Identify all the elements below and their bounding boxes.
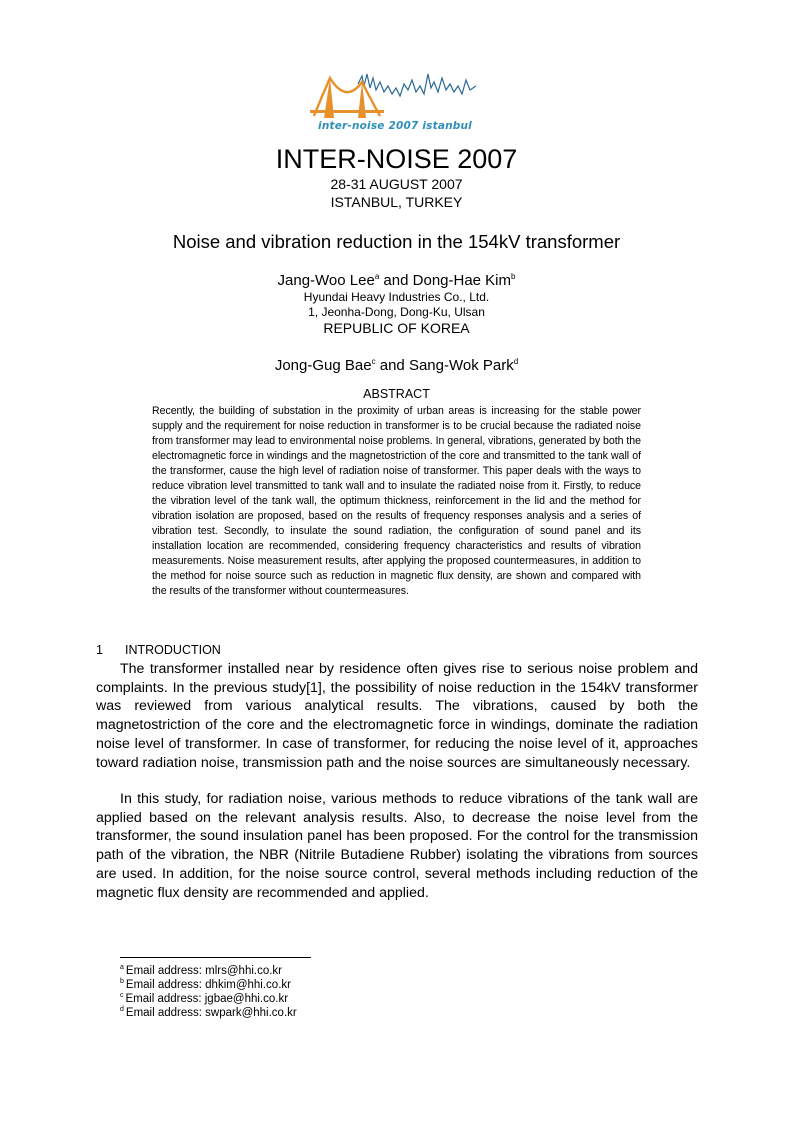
footnote-text: Email address: mlrs@hhi.co.kr	[125, 965, 283, 977]
footnote-mark: b	[120, 978, 124, 985]
footnote-mark: d	[120, 1006, 124, 1013]
footnote-item	[120, 992, 297, 1006]
authors-line-2	[0, 357, 793, 375]
affiliation-company: Hyundai Heavy Industries Co., Ltd.	[303, 290, 490, 304]
author-footnote-mark: c	[371, 357, 376, 366]
bridge-logo-icon	[300, 66, 490, 122]
section-heading	[96, 643, 221, 658]
author-footnote-mark: d	[513, 357, 519, 366]
conference-logo	[300, 66, 490, 136]
author-name: Dong-Hae Kim	[412, 272, 512, 289]
footnote-divider	[120, 957, 311, 958]
section-number: 1	[96, 643, 103, 657]
conference-place: ISTANBUL, TURKEY	[330, 194, 463, 210]
conference-date: 28-31 AUGUST 2007	[330, 176, 463, 192]
authors-line-1	[0, 272, 793, 290]
logo-caption: inter-noise 2007 istanbul	[318, 120, 472, 132]
paper-title: Noise and vibration reduction in the 154kV transformer	[172, 231, 621, 252]
abstract-body: Recently, the building of substation in the proximity of urban areas is increasing for the stable power supply and the requirement for noise reduction in transformer is to be crucial because the radiated noise from transformer may lead to environmental noise problems. In general, vibrations, generated by both the electromagnetic force in windings and the magnetostriction of the core and transmitted to the tank wall of the transformer, cause the high level of radiation noise of transformer. This paper deals with the ways to reduce vibration level transmitted to tank wall and to insulate the radiated noise from it. Firstly, to reduce the vibration level of the tank wall, the optimum thickness, reinforcement in the lid and the method for vibration isolation are proposed, based on the results of frequency responses analysis and a series of vibration test. Secondly, to insulate the sound radiation, the configuration of sound panel and its installation location are recommended, considering frequency characteristics and results of vibration measurements. Noise measurement results, after applying the proposed countermeasures, in addition to the method for noise source such as reduction in magnetic flux density, are shown and compared with the results of the transformer without countermeasures.	[152, 405, 641, 597]
conference-title: INTER-NOISE 2007	[275, 144, 518, 174]
footnote-mark: c	[120, 992, 124, 999]
author-name: Jang-Woo Lee	[277, 272, 375, 289]
author-name: Jong-Gug Bae	[274, 357, 372, 374]
abstract-heading: ABSTRACT	[363, 387, 430, 401]
affiliation-address: 1, Jeonha-Dong, Dong-Ku, Ulsan	[308, 305, 485, 319]
author-conjunction: and	[379, 272, 413, 289]
footnote-text: Email address: swpark@hhi.co.kr	[125, 1007, 297, 1019]
footnote-item	[120, 964, 297, 978]
author-name: Sang-Wok Park	[408, 357, 514, 374]
affiliation-country: REPUBLIC OF KOREA	[323, 320, 470, 336]
intro-paragraph-2: In this study, for radiation noise, various methods to reduce vibrations of the tank wall are applied based on the relevant analysis results. Also, to decrease the noise level from the transformer, the sound insulation panel has been proposed. For the control for the transmission path of the vibration, the NBR (Nitrile Butadiene Rubber) isolating the vibrations from sources are used. In addition, for the noise source control, several methods including reduction of the magnetic flux density are recommended and applied.	[96, 791, 698, 901]
section-title: INTRODUCTION	[125, 643, 221, 657]
author-conjunction: and	[375, 357, 409, 374]
author-footnote-mark: a	[374, 272, 380, 281]
footnote-mark: a	[120, 964, 124, 971]
footnotes	[120, 964, 297, 1020]
footnote-text: Email address: jgbae@hhi.co.kr	[125, 993, 289, 1005]
footnote-item	[120, 978, 297, 992]
footnote-text: Email address: dhkim@hhi.co.kr	[125, 979, 291, 991]
intro-paragraph-1: The transformer installed near by residence often gives rise to serious noise problem and complaints. In the previous study[1], the possibility of noise reduction in the 154kV transformer was reviewed from various analytical results. The vibrations, caused by both the magnetostriction of the core and the electromagnetic force in windings, dominate the radiation noise level of transformer. In case of transformer, for reducing the noise level of it, approaches toward radiation noise, transmission path and the noise sources are simultaneously necessary.	[96, 661, 698, 771]
footnote-item	[120, 1006, 297, 1020]
author-footnote-mark: b	[511, 272, 516, 281]
